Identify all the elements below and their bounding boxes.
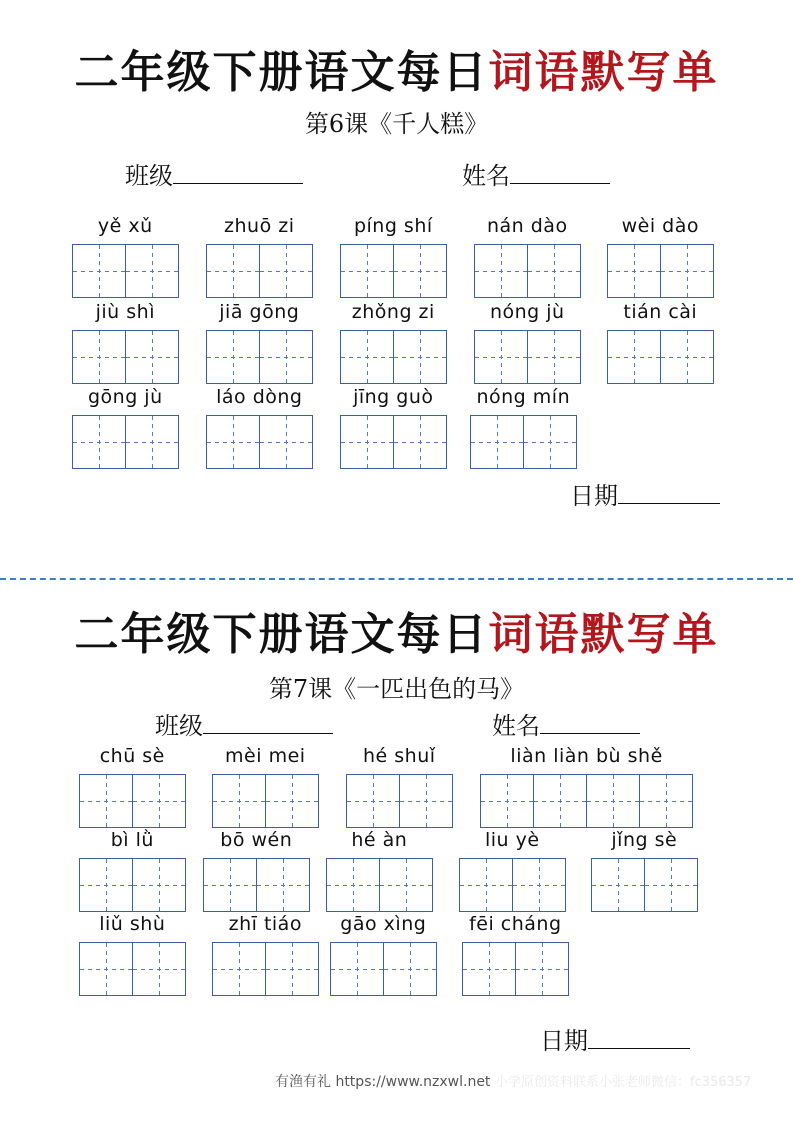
cut-line-divider xyxy=(0,578,793,580)
sheet-1-title xyxy=(0,36,793,100)
pinyin-label: liu yè xyxy=(485,829,540,851)
tianzige-cell[interactable] xyxy=(607,330,661,384)
tianzige-cell[interactable] xyxy=(72,415,126,469)
pinyin-label: gāo xìng xyxy=(340,913,427,935)
tianzige-cell[interactable] xyxy=(346,774,400,828)
tianzige-cell[interactable] xyxy=(79,774,133,828)
tianzige-box-group xyxy=(206,330,313,384)
class-label: 班级 xyxy=(155,712,203,740)
tianzige-cell[interactable] xyxy=(203,858,257,912)
date-label: 日期 xyxy=(570,482,618,510)
tianzige-cell[interactable] xyxy=(524,415,577,469)
date-label: 日期 xyxy=(540,1027,588,1055)
tianzige-cell[interactable] xyxy=(340,415,394,469)
tianzige-box-group xyxy=(340,330,447,384)
pinyin-label: jiù shì xyxy=(95,301,155,323)
tianzige-box-group xyxy=(79,942,186,996)
tianzige-cell[interactable] xyxy=(79,858,133,912)
tianzige-cell[interactable] xyxy=(206,244,260,298)
tianzige-cell[interactable] xyxy=(206,415,260,469)
name-label: 姓名 xyxy=(492,712,540,740)
tianzige-box-group xyxy=(474,330,581,384)
tianzige-box-group xyxy=(462,942,569,996)
class-blank-line[interactable] xyxy=(173,161,303,184)
pinyin-label: zhuō zi xyxy=(224,215,295,237)
tianzige-cell[interactable] xyxy=(591,858,645,912)
tianzige-cell[interactable] xyxy=(133,858,186,912)
tianzige-cell[interactable] xyxy=(607,244,661,298)
tianzige-box-group xyxy=(72,330,179,384)
tianzige-cell[interactable] xyxy=(587,774,640,828)
pinyin-label: liǔ shù xyxy=(99,913,166,935)
tianzige-cell[interactable] xyxy=(380,858,433,912)
tianzige-cell[interactable] xyxy=(400,774,453,828)
tianzige-box-group xyxy=(206,244,313,298)
tianzige-cell[interactable] xyxy=(260,244,313,298)
pinyin-label: píng shí xyxy=(353,215,433,237)
title-red-part: 词语默写单 xyxy=(488,47,719,98)
pinyin-label: fēi cháng xyxy=(469,913,562,935)
name-label: 姓名 xyxy=(462,162,510,190)
tianzige-cell[interactable] xyxy=(661,330,714,384)
tianzige-cell[interactable] xyxy=(516,942,569,996)
tianzige-box-group xyxy=(474,244,581,298)
tianzige-box-group xyxy=(79,774,186,828)
tianzige-cell[interactable] xyxy=(394,244,447,298)
tianzige-cell[interactable] xyxy=(384,942,437,996)
tianzige-box-group xyxy=(340,244,447,298)
tianzige-cell[interactable] xyxy=(528,330,581,384)
tianzige-cell[interactable] xyxy=(474,244,528,298)
tianzige-cell[interactable] xyxy=(528,244,581,298)
pinyin-label: mèi mei xyxy=(225,745,306,767)
sheet-1-class-field[interactable] xyxy=(125,156,303,191)
pinyin-label: nóng jù xyxy=(489,301,565,323)
class-blank-line[interactable] xyxy=(203,711,333,734)
tianzige-cell[interactable] xyxy=(394,415,447,469)
tianzige-box-group xyxy=(203,858,310,912)
tianzige-box-group xyxy=(212,774,319,828)
tianzige-cell[interactable] xyxy=(340,244,394,298)
pinyin-label: jīng guò xyxy=(353,386,434,408)
tianzige-cell[interactable] xyxy=(133,774,186,828)
sheet-2-date-field[interactable] xyxy=(540,1021,690,1056)
sheet-1-date-field[interactable] xyxy=(570,476,720,511)
pinyin-label: jǐng sè xyxy=(611,829,678,851)
pinyin-label: gōng jù xyxy=(87,386,163,408)
tianzige-cell[interactable] xyxy=(394,330,447,384)
tianzige-box-group xyxy=(346,774,453,828)
tianzige-cell[interactable] xyxy=(640,774,693,828)
tianzige-cell[interactable] xyxy=(645,858,698,912)
sheet-2-class-field[interactable] xyxy=(155,706,333,741)
tianzige-cell[interactable] xyxy=(126,330,179,384)
tianzige-cell[interactable] xyxy=(534,774,587,828)
tianzige-cell[interactable] xyxy=(266,774,319,828)
name-blank-line[interactable] xyxy=(510,161,610,184)
pinyin-label: hé shuǐ xyxy=(363,745,436,767)
tianzige-cell[interactable] xyxy=(206,330,260,384)
tianzige-cell[interactable] xyxy=(459,858,513,912)
tianzige-box-group xyxy=(470,415,577,469)
pinyin-label: yě xǔ xyxy=(97,215,153,237)
tianzige-cell[interactable] xyxy=(212,774,266,828)
date-blank-line[interactable] xyxy=(588,1026,690,1049)
tianzige-cell[interactable] xyxy=(462,942,516,996)
pinyin-label: zhī tiáo xyxy=(228,913,302,935)
tianzige-box-group xyxy=(79,858,186,912)
sheet-2-lesson-title: 第7课《一匹出色的马》 xyxy=(268,675,525,703)
date-blank-line[interactable] xyxy=(618,481,720,504)
tianzige-cell[interactable] xyxy=(257,858,310,912)
sheet-1-lesson-title: 第6课《千人糕》 xyxy=(304,110,489,138)
pinyin-label: bì lǜ xyxy=(110,829,154,851)
tianzige-box-group xyxy=(607,330,714,384)
pinyin-label: bō wén xyxy=(220,829,293,851)
tianzige-cell[interactable] xyxy=(513,858,566,912)
sheet-1-name-field[interactable] xyxy=(462,156,610,191)
tianzige-cell[interactable] xyxy=(330,942,384,996)
tianzige-box-group xyxy=(459,858,566,912)
pinyin-label: tián cài xyxy=(623,301,698,323)
tianzige-cell[interactable] xyxy=(266,942,319,996)
pinyin-label: liàn liàn bù shě xyxy=(510,745,663,767)
tianzige-cell[interactable] xyxy=(79,942,133,996)
title-red-part: 词语默写单 xyxy=(488,609,719,660)
pinyin-label: hé àn xyxy=(351,829,408,851)
tianzige-box-group xyxy=(607,244,714,298)
tianzige-box-group xyxy=(72,415,179,469)
tianzige-box-group xyxy=(212,942,319,996)
tianzige-cell[interactable] xyxy=(72,244,126,298)
pinyin-label: chū sè xyxy=(99,745,165,767)
pinyin-label: wèi dào xyxy=(621,215,699,237)
tianzige-box-group xyxy=(340,415,447,469)
tianzige-cell[interactable] xyxy=(260,415,313,469)
tianzige-box-group xyxy=(591,858,698,912)
tianzige-cell[interactable] xyxy=(133,942,186,996)
tianzige-cell[interactable] xyxy=(212,942,266,996)
pinyin-label: jiā gōng xyxy=(219,301,300,323)
watermark-text: 小学原创资料联系小张老师微信：fc356357 xyxy=(495,1075,752,1090)
tianzige-cell[interactable] xyxy=(126,244,179,298)
tianzige-box-group xyxy=(480,774,693,828)
name-blank-line[interactable] xyxy=(540,711,640,734)
class-label: 班级 xyxy=(125,162,173,190)
tianzige-cell[interactable] xyxy=(326,858,380,912)
footer-site-text: 有渔有礼 https://www.nzxwl.net xyxy=(275,1074,491,1090)
tianzige-cell[interactable] xyxy=(72,330,126,384)
sheet-2-name-field[interactable] xyxy=(492,706,640,741)
tianzige-box-group xyxy=(326,858,433,912)
tianzige-cell[interactable] xyxy=(126,415,179,469)
pinyin-label: nóng mín xyxy=(476,386,571,408)
tianzige-cell[interactable] xyxy=(480,774,534,828)
tianzige-cell[interactable] xyxy=(470,415,524,469)
tianzige-box-group xyxy=(72,244,179,298)
pinyin-label: nán dào xyxy=(486,215,568,237)
pinyin-label: láo dòng xyxy=(216,386,303,408)
sheet-2-title xyxy=(0,598,793,662)
tianzige-cell[interactable] xyxy=(474,330,528,384)
title-black-part: 二年级下册语文每日 xyxy=(74,47,489,98)
title-black-part: 二年级下册语文每日 xyxy=(74,609,489,660)
tianzige-cell[interactable] xyxy=(661,244,714,298)
tianzige-cell[interactable] xyxy=(340,330,394,384)
pinyin-label: zhǒng zi xyxy=(351,301,435,323)
tianzige-cell[interactable] xyxy=(260,330,313,384)
tianzige-box-group xyxy=(330,942,437,996)
tianzige-box-group xyxy=(206,415,313,469)
